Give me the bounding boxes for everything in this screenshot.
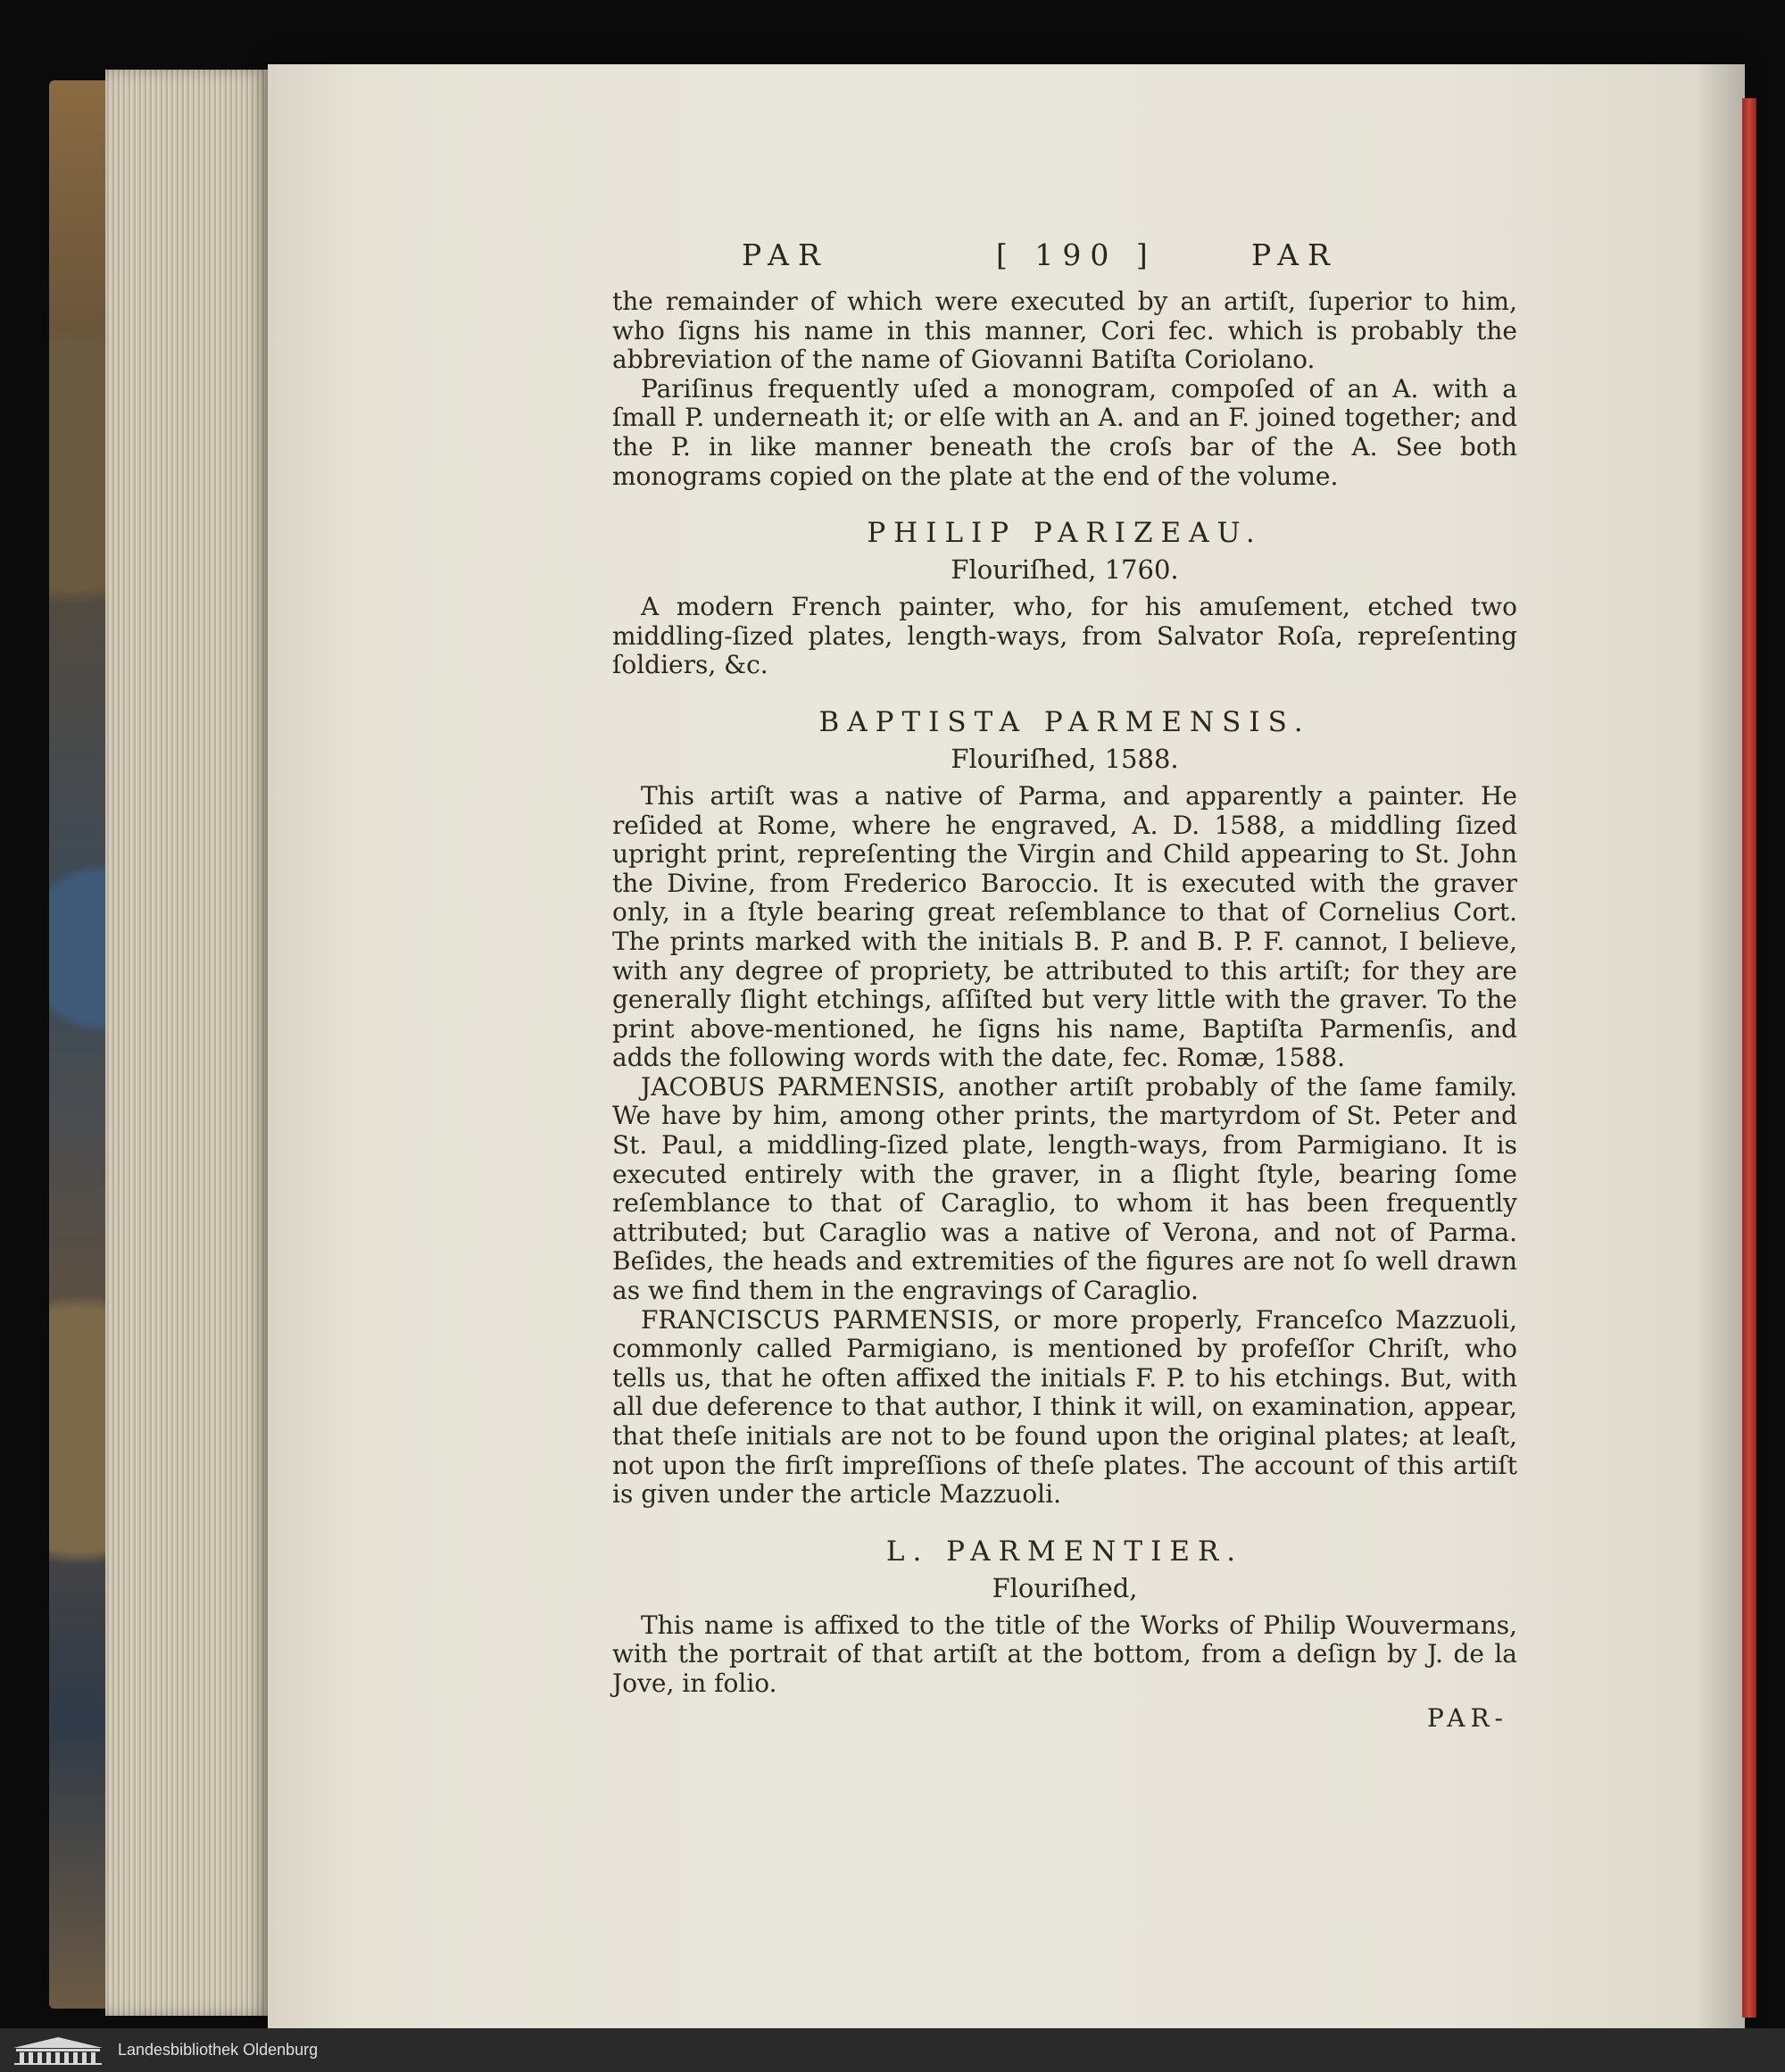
paragraph: This artiſt was a native of Parma, and apparently a painter. He reſided at Rome, where he engraved, A. D. 1588, a middling ſized upright print, repreſenting the Virgin and Child appearing to St. John the Divine, from Frederico Baroccio. It is executed with the graver only, in a ſtyle bearing great reſemblance to that of Cornelius Cort. The prints marked with the initials B. P. and B. P. F. cannot, I believe, with any degree of propriety, be attributed to this artiſt; for they are generally ſlight etchings, aſſiſted but very little with the graver. To the print above-mentioned, he ſigns his name, Baptiſta Parmenſis, and adds the following words with the date, fec. Romæ, 1588.	[612, 780, 1517, 1073]
entry-heading: PHILIP PARIZEAU.	[867, 517, 1263, 550]
red-page-edge	[1742, 98, 1756, 2018]
paragraph: FRANCISCUS PARMENSIS, or more properly, Franceſco Mazzuoli, commonly called Parmigiano, is mentioned by profeſſor Chriſt, who tells us, that he often affixed the initials F. P. to his etchings. But, with all due deference to that author, I think it will, on examination, appear, that theſe initials are not to be found upon the original plates; at leaſt, not upon the firſt impreſſions of theſe plates. The account of this artiſt is given under the article Mazzuoli.	[612, 1304, 1517, 1510]
entry-flourished: Flouriſhed, 1588.	[951, 743, 1179, 774]
running-head	[612, 237, 1517, 282]
running-head-left: PAR	[742, 237, 829, 272]
footer-bar	[0, 2028, 1785, 2072]
entry-heading: BAPTISTA PARMENSIS.	[818, 705, 1311, 738]
paragraph: the remainder of which were executed by an artiſt, ſuperior to him, who ſigns his name in this manner, Cori fec. which is probably the abbreviation of the name of Giovanni Batiſta Coriolano.	[612, 287, 1517, 375]
paragraph: A modern French painter, who, for his amuſement, etched two middling-ſized plates, length-ways, from Salvator Roſa, repreſenting ſoldiers, &c.	[612, 592, 1517, 680]
page-gutter-shadow	[1696, 64, 1745, 2042]
paragraph: JACOBUS PARMENSIS, another artiſt probably of the ſame family. We have by him, among other prints, the martyrdom of St. Peter and St. Paul, a middling-ſized plate, length-ways, from Parmigiano. It is executed entirely with the graver, in a ſlight ſtyle, bearing ſome reſemblance to that of Caraglio, to whom it has been frequently attributed; but Caraglio was a native of Verona, and not of Parma. Beſides, the heads and extremities of the figures are not ſo well drawn as we find them in the engravings of Caraglio.	[612, 1071, 1517, 1306]
paragraph: This name is affixed to the title of the Works of Philip Wouvermans, with the portrait of that artiſt at the bottom, from a deſign by J. de la Jove, in folio.	[612, 1610, 1517, 1698]
entry-flourished: Flouriſhed,	[992, 1572, 1138, 1603]
running-head-right: PAR	[1251, 237, 1339, 272]
page-number: [ 190 ]	[996, 237, 1157, 272]
paragraph: Pariſinus frequently uſed a monogram, compoſed of an A. with a ſmall P. underneath it; or elſe with an A. and an F. joined together; and the P. in like manner beneath the croſs bar of the A. See both monograms copied on the plate at the end of the volume.	[612, 373, 1517, 491]
library-name: Landesbibliothek Oldenburg	[118, 2041, 319, 2059]
library-building-icon	[9, 2035, 107, 2066]
catchword: PAR-	[1426, 1702, 1508, 1733]
page-edges	[105, 70, 275, 2016]
entry-heading: L. PARMENTIER.	[885, 1535, 1244, 1568]
entry-flourished: Flouriſhed, 1760.	[951, 554, 1179, 586]
page-text	[612, 237, 1517, 1733]
